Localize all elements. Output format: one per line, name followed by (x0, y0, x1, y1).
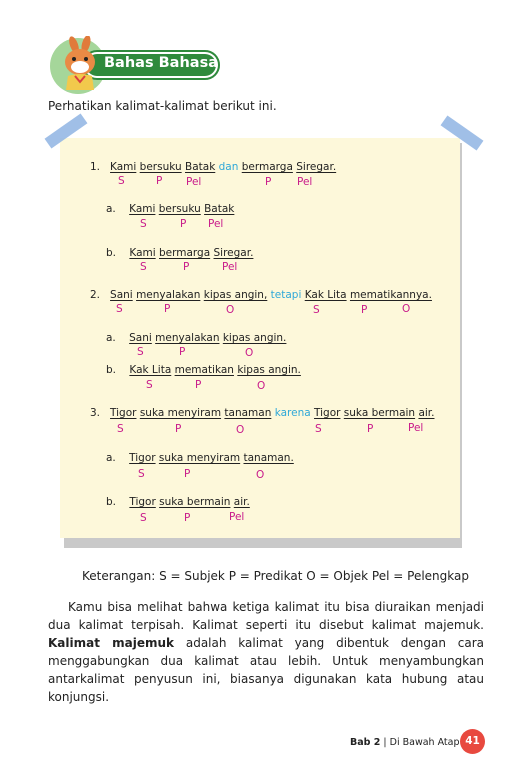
example-sentence: b. Tigor suka bermain air. (106, 496, 250, 508)
role-label: O (245, 347, 254, 359)
role-label: P (195, 379, 202, 391)
role-label: P (265, 176, 272, 188)
example-sentence: 2. Sani menyalakan kipas angin, tetapi Kak Lita mematikannya. (90, 289, 432, 301)
page-number: 41 (460, 729, 485, 754)
mascot-icon (60, 36, 110, 92)
role-label: S (313, 304, 320, 316)
role-label: Pel (222, 261, 238, 273)
role-label: S (116, 303, 123, 315)
section-title: Bahas Bahasa (104, 55, 218, 71)
role-label: S (117, 423, 124, 435)
role-label: P (175, 423, 182, 435)
role-label: Pel (408, 422, 424, 434)
role-label: P (184, 512, 191, 524)
role-label: S (140, 512, 147, 524)
footer-chapter: Bab 2 | Di Bawah Atap (350, 737, 460, 748)
intro-text: Perhatikan kalimat-kalimat berikut ini. (48, 99, 277, 113)
role-label: P (361, 304, 368, 316)
role-label: O (226, 304, 235, 316)
example-sentence: a. Tigor suka menyiram tanaman. (106, 452, 294, 464)
explanation-paragraph: Kamu bisa melihat bahwa ketiga kalimat itu bisa diuraikan menjadi dua kalimat terpisah. Kalimat seperti itu disebut kalimat majemuk. Kalimat majemuk adalah kalimat yang dibentuk dengan cara menggabungkan dua kalimat atau lebih. Untuk menyambungkan antarkalimat penyusun ini, biasanya digunakan kata hubung atau konjungsi. (48, 600, 484, 704)
role-label: S (146, 379, 153, 391)
role-label: P (164, 303, 171, 315)
role-label: O (236, 424, 245, 436)
example-sentence: 1. Kami bersuku Batak dan bermarga Siregar. (90, 161, 337, 173)
role-label: P (183, 261, 190, 273)
role-label: S (315, 423, 322, 435)
role-label: S (138, 468, 145, 480)
role-label: Pel (208, 218, 224, 230)
role-label: Pel (186, 176, 202, 188)
role-label: O (257, 380, 266, 392)
role-label: S (140, 218, 147, 230)
role-label: P (179, 346, 186, 358)
role-label: O (402, 303, 411, 315)
legend-text: Keterangan: S = Subjek P = Predikat O = Objek Pel = Pelengkap (82, 569, 469, 583)
role-label: S (118, 175, 125, 187)
role-label: P (367, 423, 374, 435)
role-label: P (180, 218, 187, 230)
role-label: Pel (229, 511, 245, 523)
example-sentence: 3. Tigor suka menyiram tanaman karena Tigor suka bermain air. (90, 407, 435, 419)
role-label: S (137, 346, 144, 358)
role-label: P (156, 175, 163, 187)
role-label: Pel (297, 176, 313, 188)
example-sentence: b. Kami bermarga Siregar. (106, 247, 254, 259)
example-sentence: a. Kami bersuku Batak (106, 203, 235, 215)
example-sentence: b. Kak Lita mematikan kipas angin. (106, 364, 301, 376)
role-label: O (256, 469, 265, 481)
role-label: P (184, 468, 191, 480)
example-sentence: a. Sani menyalakan kipas angin. (106, 332, 287, 344)
role-label: S (140, 261, 147, 273)
